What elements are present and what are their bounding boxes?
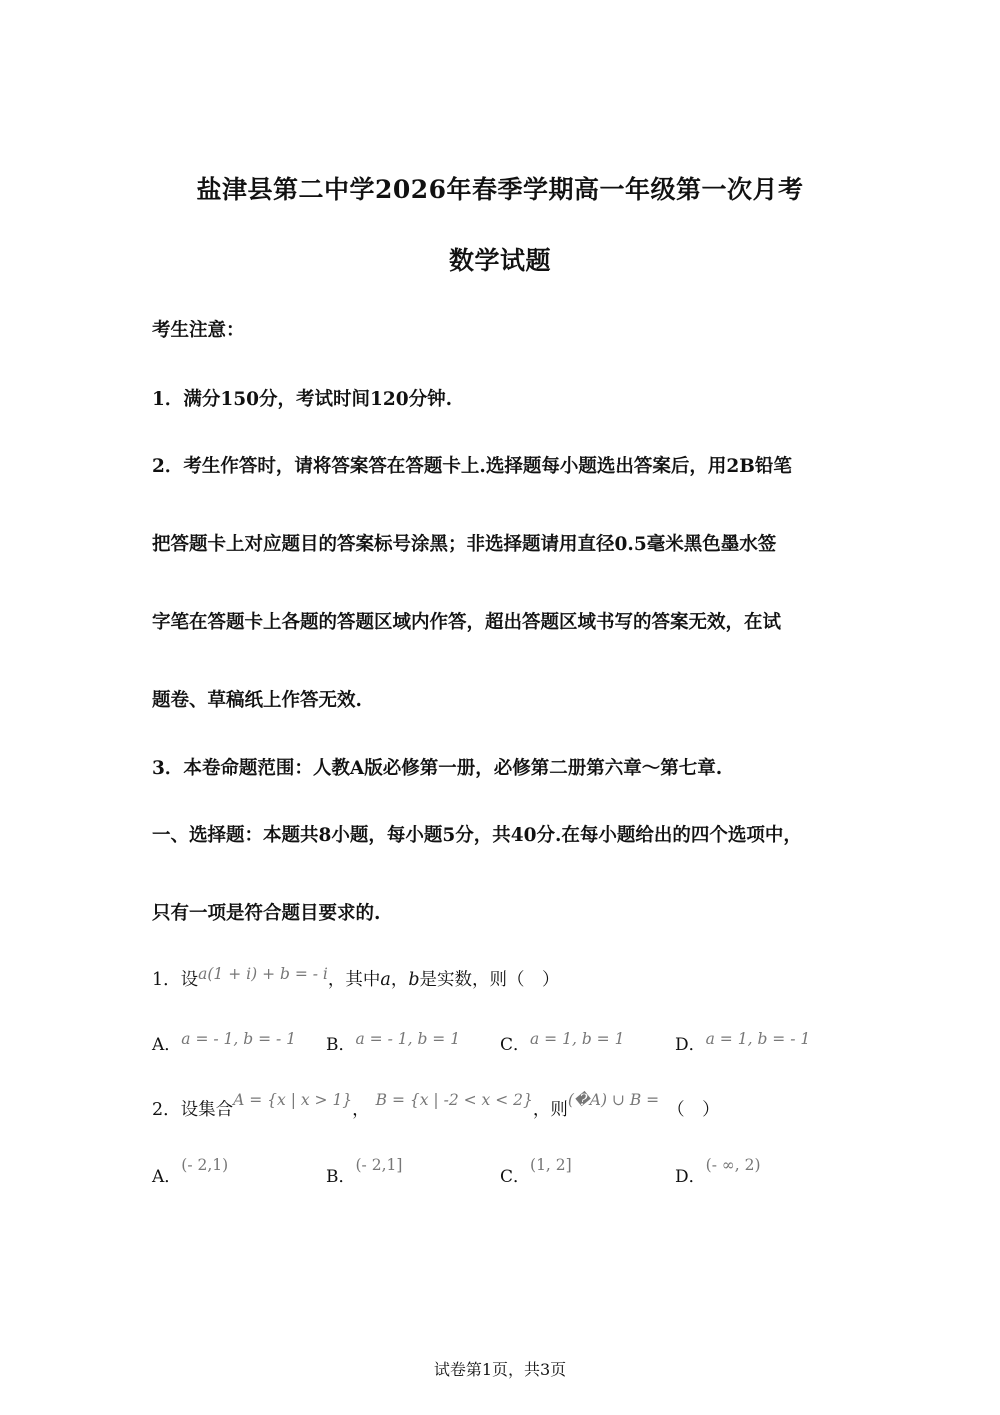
notice-heading: 考生注意：: [152, 320, 245, 341]
exam-title: 盐津县第二中学2026年春季学期高一年级第一次月考: [196, 175, 804, 204]
q1-suffix-b: 是实数，则（ ）: [419, 970, 560, 990]
option-label: C．: [500, 1167, 531, 1187]
question-1: [152, 966, 560, 991]
q2-paren: （ ）: [667, 1100, 720, 1120]
option-label: A．: [152, 1035, 182, 1055]
q1-comma: ，: [390, 970, 409, 990]
exam-subtitle: 数学试题: [448, 246, 551, 275]
q2-set-b: B = {x | -2 < x < 2}: [375, 1091, 533, 1109]
option-label: B．: [326, 1167, 356, 1187]
option-label: D．: [675, 1167, 706, 1187]
section1-line-2: 只有一项是符合题目要求的.: [152, 903, 381, 924]
option-label: D．: [675, 1035, 706, 1055]
q2-expression: (�A) ∪ B =: [567, 1091, 660, 1109]
option-label: C．: [500, 1035, 531, 1055]
q2-option-d: [675, 1156, 761, 1187]
q1-expression: a(1 + i) + b = - i: [198, 965, 328, 983]
q2-option-a: [152, 1156, 229, 1187]
q1-suffix-a: ，其中: [327, 970, 381, 990]
section1-line-1: 一、选择题：本题共8小题，每小题5分，共40分.在每小题给出的四个选项中，: [152, 825, 802, 846]
option-text: (- 2,1): [181, 1156, 229, 1174]
option-label: A．: [152, 1167, 182, 1187]
notice-line-3: 把答题卡上对应题目的答案标号涂黑；非选择题请用直径0.5毫米黑色墨水签: [152, 534, 777, 555]
q2-set-a: A = {x | x > 1}: [233, 1091, 353, 1109]
notice-line-4: 字笔在答题卡上各题的答题区域内作答，超出答题区域书写的答案无效，在试: [152, 612, 782, 633]
q1-option-d: [675, 1030, 810, 1055]
q2-then: ，则: [532, 1100, 568, 1120]
question-2: [152, 1091, 720, 1121]
q1-option-c: [500, 1030, 624, 1055]
option-label: B．: [326, 1035, 356, 1055]
q1-var-b: b: [408, 970, 420, 990]
notice-line-6: 3．本卷命题范围：人教A版必修第一册，必修第二册第六章～第七章.: [152, 758, 723, 779]
option-text: (- ∞, 2): [705, 1156, 761, 1174]
notice-line-1: 1．满分150分，考试时间120分钟.: [152, 389, 453, 410]
option-text: a = - 1, b = 1: [355, 1030, 461, 1048]
q2-option-c: [500, 1156, 572, 1187]
option-text: a = 1, b = 1: [530, 1030, 625, 1048]
notice-line-5: 题卷、草稿纸上作答无效.: [152, 690, 362, 711]
notice-line-2: 2．考生作答时，请将答案答在答题卡上.选择题每小题选出答案后，用2B铅笔: [152, 456, 792, 477]
q2-separator: ，: [352, 1100, 370, 1120]
q2-option-b: [326, 1156, 403, 1187]
q2-prefix: 2．设集合: [152, 1100, 234, 1120]
option-text: (1, 2]: [530, 1156, 572, 1174]
q1-prefix: 1．设: [152, 970, 199, 990]
page-footer: 试卷第1页，共3页: [433, 1360, 567, 1379]
option-text: a = 1, b = - 1: [705, 1030, 811, 1048]
option-text: (- 2,1]: [355, 1156, 403, 1174]
option-text: a = - 1, b = - 1: [181, 1030, 297, 1048]
q1-option-b: [326, 1030, 460, 1055]
q1-option-a: [152, 1030, 296, 1055]
q1-var-a: a: [380, 970, 391, 990]
